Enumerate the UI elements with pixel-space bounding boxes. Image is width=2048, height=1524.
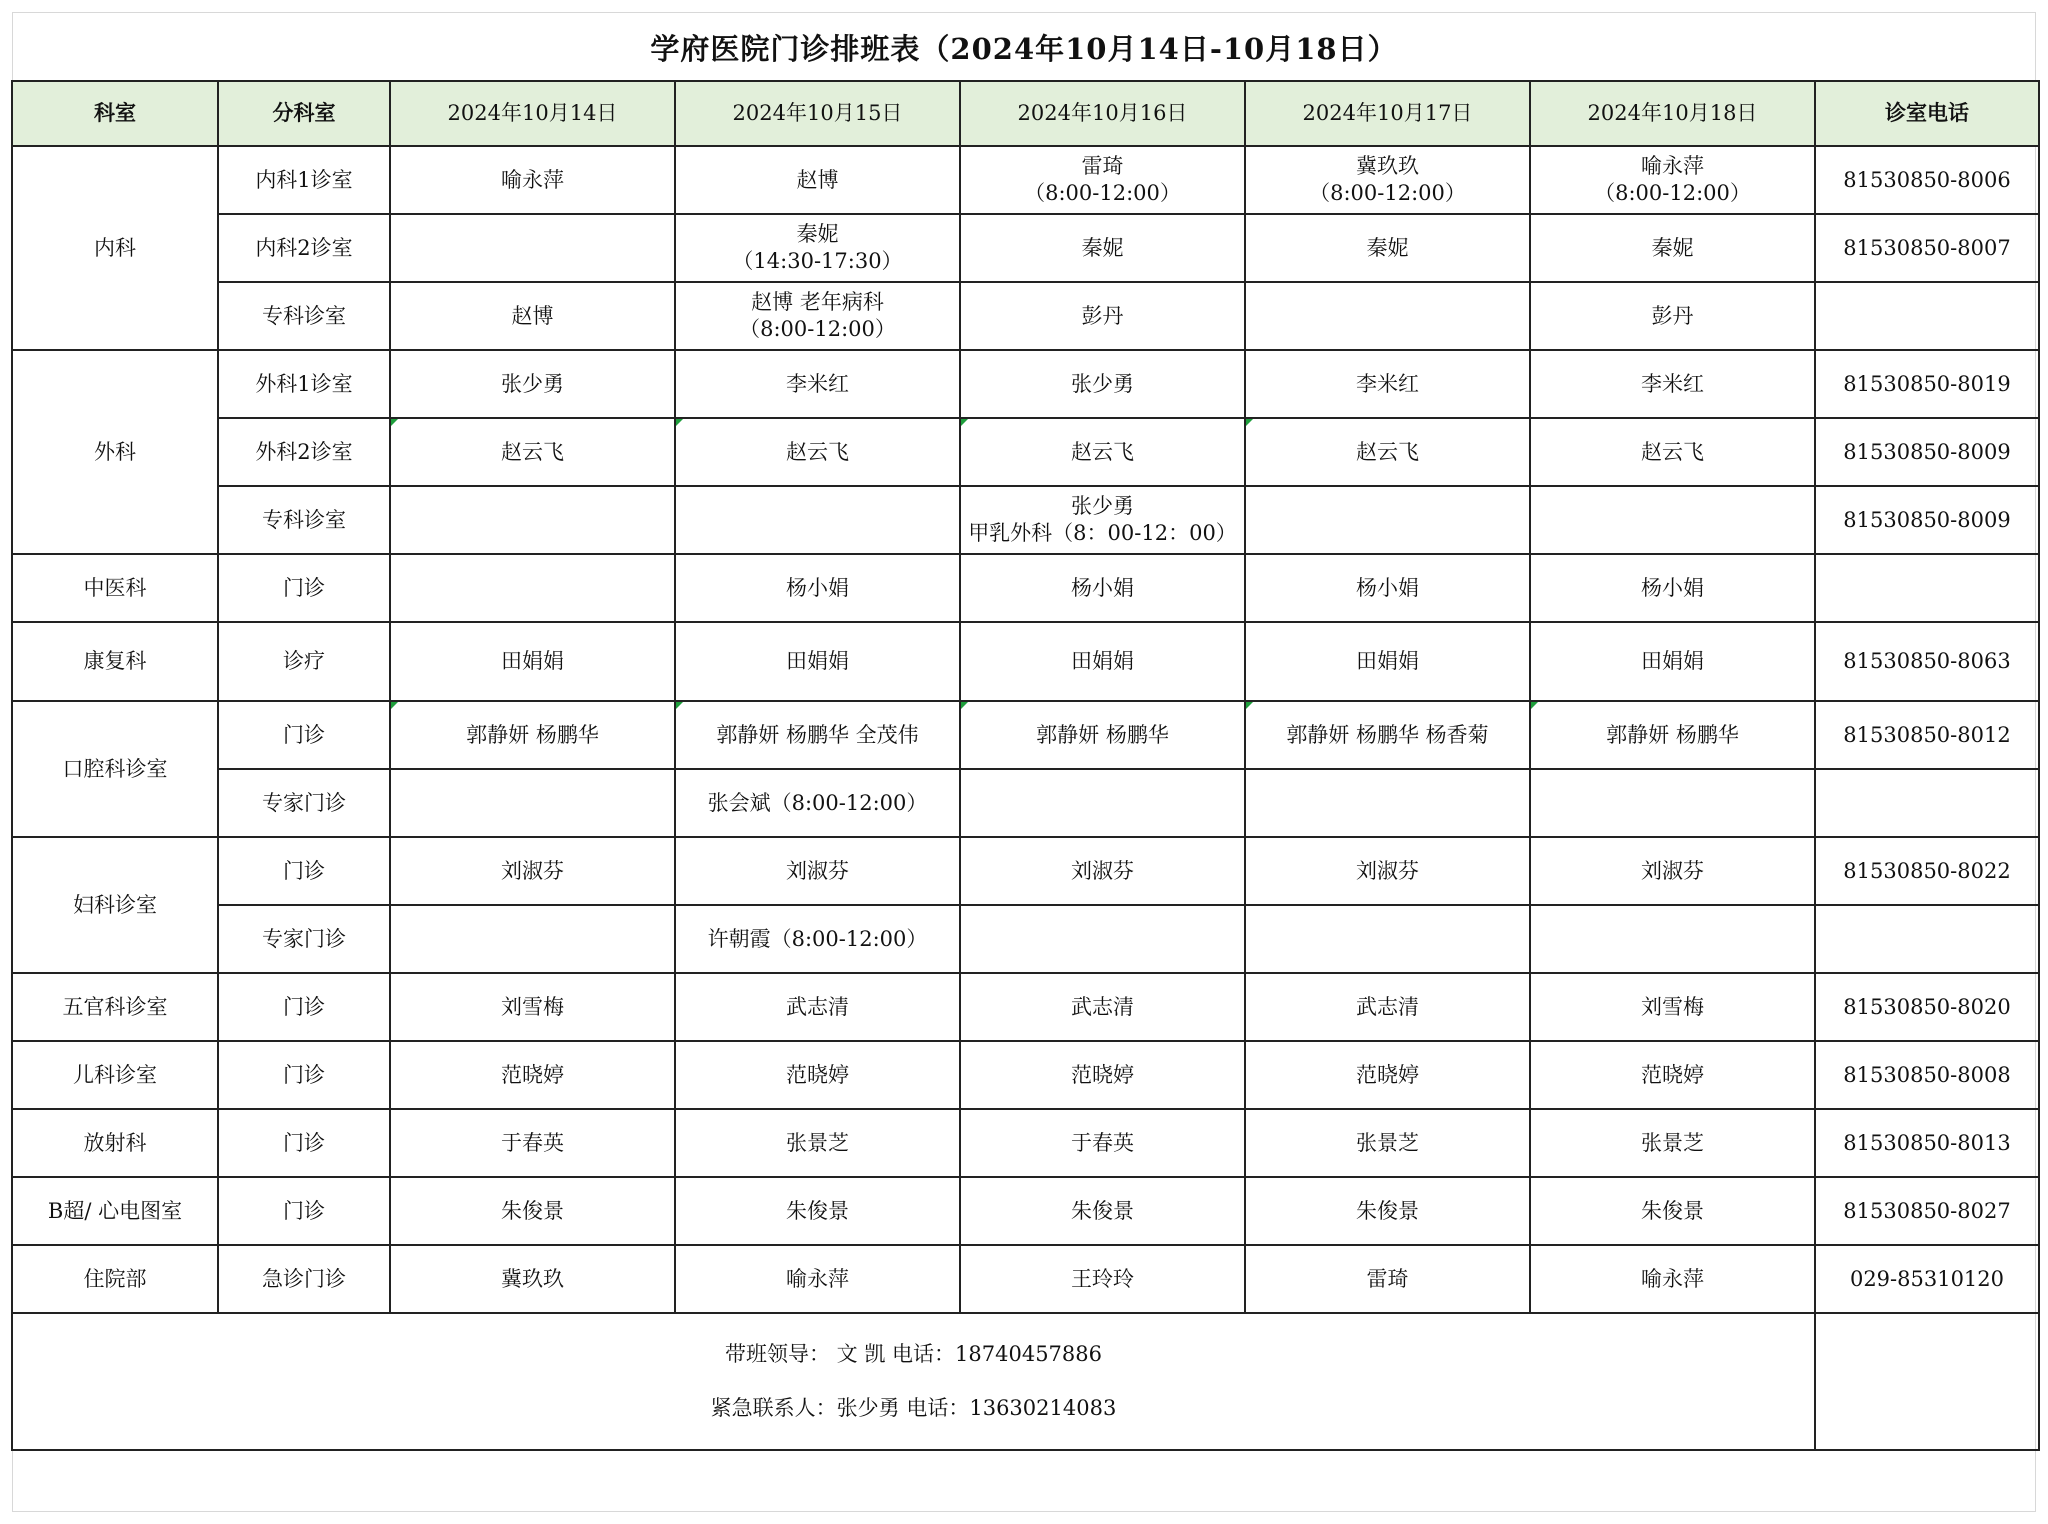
table-row [12,282,2039,350]
subdept-cell: 门诊 [218,837,390,905]
phone-cell: 029-85310120 [1815,1245,2039,1313]
phone-cell: 81530850-8007 [1815,214,2039,282]
schedule-cell [390,214,675,282]
phone-cell: 81530850-8009 [1815,486,2039,554]
schedule-cell: 赵云飞 [960,418,1245,486]
schedule-cell [1245,282,1530,350]
phone-cell: 81530850-8008 [1815,1041,2039,1109]
schedule-cell: 刘雪梅 [1530,973,1815,1041]
table-row [12,1177,2039,1245]
schedule-cell: 杨小娟 [1530,554,1815,622]
subdept-cell: 专家门诊 [218,769,390,837]
schedule-cell: 张景芝 [1530,1109,1815,1177]
subdept-cell: 急诊门诊 [218,1245,390,1313]
schedule-cell: 田娟娟 [1245,622,1530,701]
subdept-cell: 门诊 [218,701,390,769]
schedule-cell: 范晓婷 [390,1041,675,1109]
schedule-cell: 范晓婷 [960,1041,1245,1109]
header-date-5: 2024年10月18日 [1530,81,1815,146]
schedule-cell: 秦妮 [1245,214,1530,282]
subdept-cell: 门诊 [218,1109,390,1177]
table-row [12,214,2039,282]
schedule-cell: 郭静妍 杨鹏华 杨香菊 [1245,701,1530,769]
duty-leader-text: 带班领导： 文 凯 电话：18740457886 [725,1342,1102,1366]
schedule-cell: 范晓婷 [1530,1041,1815,1109]
dept-cell-fuke: 妇科诊室 [12,837,218,973]
dept-cell: 住院部 [12,1245,218,1313]
schedule-cell [1245,486,1530,554]
schedule-cell [675,486,960,554]
subdept-cell: 外科2诊室 [218,418,390,486]
schedule-cell: 郭静妍 杨鹏华 全茂伟 [675,701,960,769]
schedule-cell: 刘淑芬 [390,837,675,905]
table-row [12,1109,2039,1177]
table-row [12,486,2039,554]
schedule-cell: 王玲玲 [960,1245,1245,1313]
schedule-cell [1530,486,1815,554]
schedule-cell: 冀玖玖 （8:00-12:00） [1245,146,1530,214]
schedule-cell: 李米红 [1530,350,1815,418]
schedule-cell: 雷琦 （8:00-12:00） [960,146,1245,214]
schedule-cell: 许朝霞（8:00-12:00） [675,905,960,973]
schedule-cell: 赵云飞 [1245,418,1530,486]
schedule-cell: 于春英 [960,1109,1245,1177]
schedule-cell: 刘淑芬 [1245,837,1530,905]
table-row [12,622,2039,701]
subdept-cell: 门诊 [218,1041,390,1109]
header-dept: 科室 [12,81,218,146]
schedule-cell: 秦妮 [1530,214,1815,282]
phone-cell [1815,554,2039,622]
dept-cell: 康复科 [12,622,218,701]
schedule-cell: 张景芝 [675,1109,960,1177]
schedule-cell: 朱俊景 [1530,1177,1815,1245]
schedule-cell: 张少勇 [390,350,675,418]
schedule-cell [960,769,1245,837]
schedule-cell: 张少勇 甲乳外科（8：00-12：00） [960,486,1245,554]
footer-row [12,1313,2039,1450]
schedule-cell [390,905,675,973]
schedule-cell: 朱俊景 [1245,1177,1530,1245]
phone-cell: 81530850-8012 [1815,701,2039,769]
schedule-cell: 冀玖玖 [390,1245,675,1313]
phone-cell: 81530850-8022 [1815,837,2039,905]
subdept-cell: 内科2诊室 [218,214,390,282]
schedule-cell: 彭丹 [960,282,1245,350]
schedule-cell: 喻永萍 [390,146,675,214]
schedule-cell: 武志清 [960,973,1245,1041]
dept-cell-kouqiang: 口腔科诊室 [12,701,218,837]
schedule-cell [390,769,675,837]
subdept-cell: 外科1诊室 [218,350,390,418]
schedule-cell [1530,769,1815,837]
schedule-cell [1245,905,1530,973]
schedule-cell: 李米红 [675,350,960,418]
schedule-cell: 于春英 [390,1109,675,1177]
schedule-cell [390,554,675,622]
schedule-cell: 郭静妍 杨鹏华 [1530,701,1815,769]
phone-cell: 81530850-8006 [1815,146,2039,214]
phone-cell: 81530850-8063 [1815,622,2039,701]
schedule-cell: 田娟娟 [1530,622,1815,701]
schedule-cell: 喻永萍 [675,1245,960,1313]
schedule-cell: 田娟娟 [390,622,675,701]
table-row [12,418,2039,486]
phone-cell: 81530850-8020 [1815,973,2039,1041]
table-row [12,146,2039,214]
schedule-cell: 赵云飞 [1530,418,1815,486]
subdept-cell: 专科诊室 [218,486,390,554]
schedule-cell: 张少勇 [960,350,1245,418]
header-date-3: 2024年10月16日 [960,81,1245,146]
schedule-cell: 彭丹 [1530,282,1815,350]
subdept-cell: 诊疗 [218,622,390,701]
schedule-cell: 秦妮 [960,214,1245,282]
page-title: 学府医院门诊排班表（2024年10月14日-10月18日） [650,31,1398,66]
schedule-cell: 刘淑芬 [675,837,960,905]
phone-cell: 81530850-8027 [1815,1177,2039,1245]
schedule-cell: 郭静妍 杨鹏华 [390,701,675,769]
schedule-cell: 雷琦 [1245,1245,1530,1313]
table-row [12,1245,2039,1313]
schedule-cell: 郭静妍 杨鹏华 [960,701,1245,769]
dept-cell: 儿科诊室 [12,1041,218,1109]
dept-cell: 五官科诊室 [12,973,218,1041]
schedule-cell: 赵博 老年病科 （8:00-12:00） [675,282,960,350]
header-subdept: 分科室 [218,81,390,146]
table-row [12,554,2039,622]
schedule-cell: 刘淑芬 [1530,837,1815,905]
schedule-cell: 朱俊景 [960,1177,1245,1245]
schedule-cell: 赵云飞 [390,418,675,486]
table-row [12,973,2039,1041]
schedule-cell: 刘雪梅 [390,973,675,1041]
footer-empty-cell [1815,1313,2039,1450]
schedule-cell: 朱俊景 [675,1177,960,1245]
schedule-cell: 范晓婷 [675,1041,960,1109]
table-row [12,905,2039,973]
subdept-cell: 内科1诊室 [218,146,390,214]
schedule-cell: 杨小娟 [675,554,960,622]
schedule-cell: 杨小娟 [1245,554,1530,622]
schedule-cell: 范晓婷 [1245,1041,1530,1109]
table-row [12,837,2039,905]
dept-cell-waike: 外科 [12,350,218,554]
subdept-cell: 门诊 [218,973,390,1041]
subdept-cell: 门诊 [218,1177,390,1245]
schedule-cell [390,486,675,554]
schedule-cell [1530,905,1815,973]
dept-cell: 放射科 [12,1109,218,1177]
schedule-cell: 赵博 [390,282,675,350]
schedule-cell: 赵云飞 [675,418,960,486]
header-phone: 诊室电话 [1815,81,2039,146]
phone-cell [1815,282,2039,350]
schedule-cell [1245,769,1530,837]
phone-cell: 81530850-8009 [1815,418,2039,486]
schedule-cell: 喻永萍 [1530,1245,1815,1313]
schedule-cell: 秦妮 （14:30-17:30） [675,214,960,282]
emergency-contact-text: 紧急联系人：张少勇 电话：13630214083 [710,1396,1117,1420]
schedule-cell: 田娟娟 [960,622,1245,701]
schedule-cell: 赵博 [675,146,960,214]
schedule-cell: 武志清 [1245,973,1530,1041]
phone-cell: 81530850-8013 [1815,1109,2039,1177]
schedule-cell: 喻永萍 （8:00-12:00） [1530,146,1815,214]
header-date-1: 2024年10月14日 [390,81,675,146]
table-row [12,1041,2039,1109]
header-date-4: 2024年10月17日 [1245,81,1530,146]
subdept-cell: 门诊 [218,554,390,622]
schedule-cell [960,905,1245,973]
schedule-cell: 张景芝 [1245,1109,1530,1177]
phone-cell [1815,769,2039,837]
subdept-cell: 专科诊室 [218,282,390,350]
dept-cell: B超/ 心电图室 [12,1177,218,1245]
schedule-table [11,80,2040,1451]
table-row [12,350,2039,418]
footer-contacts [12,1313,1815,1450]
schedule-cell: 武志清 [675,973,960,1041]
schedule-cell: 李米红 [1245,350,1530,418]
schedule-cell: 田娟娟 [675,622,960,701]
subdept-cell: 专家门诊 [218,905,390,973]
header-date-2: 2024年10月15日 [675,81,960,146]
schedule-cell: 张会斌（8:00-12:00） [675,769,960,837]
schedule-cell: 朱俊景 [390,1177,675,1245]
table-row [12,769,2039,837]
schedule-cell: 杨小娟 [960,554,1245,622]
dept-cell: 中医科 [12,554,218,622]
table-row [12,701,2039,769]
schedule-cell: 刘淑芬 [960,837,1245,905]
header-row [12,81,2039,146]
dept-cell-neike: 内科 [12,146,218,350]
phone-cell: 81530850-8019 [1815,350,2039,418]
phone-cell [1815,905,2039,973]
